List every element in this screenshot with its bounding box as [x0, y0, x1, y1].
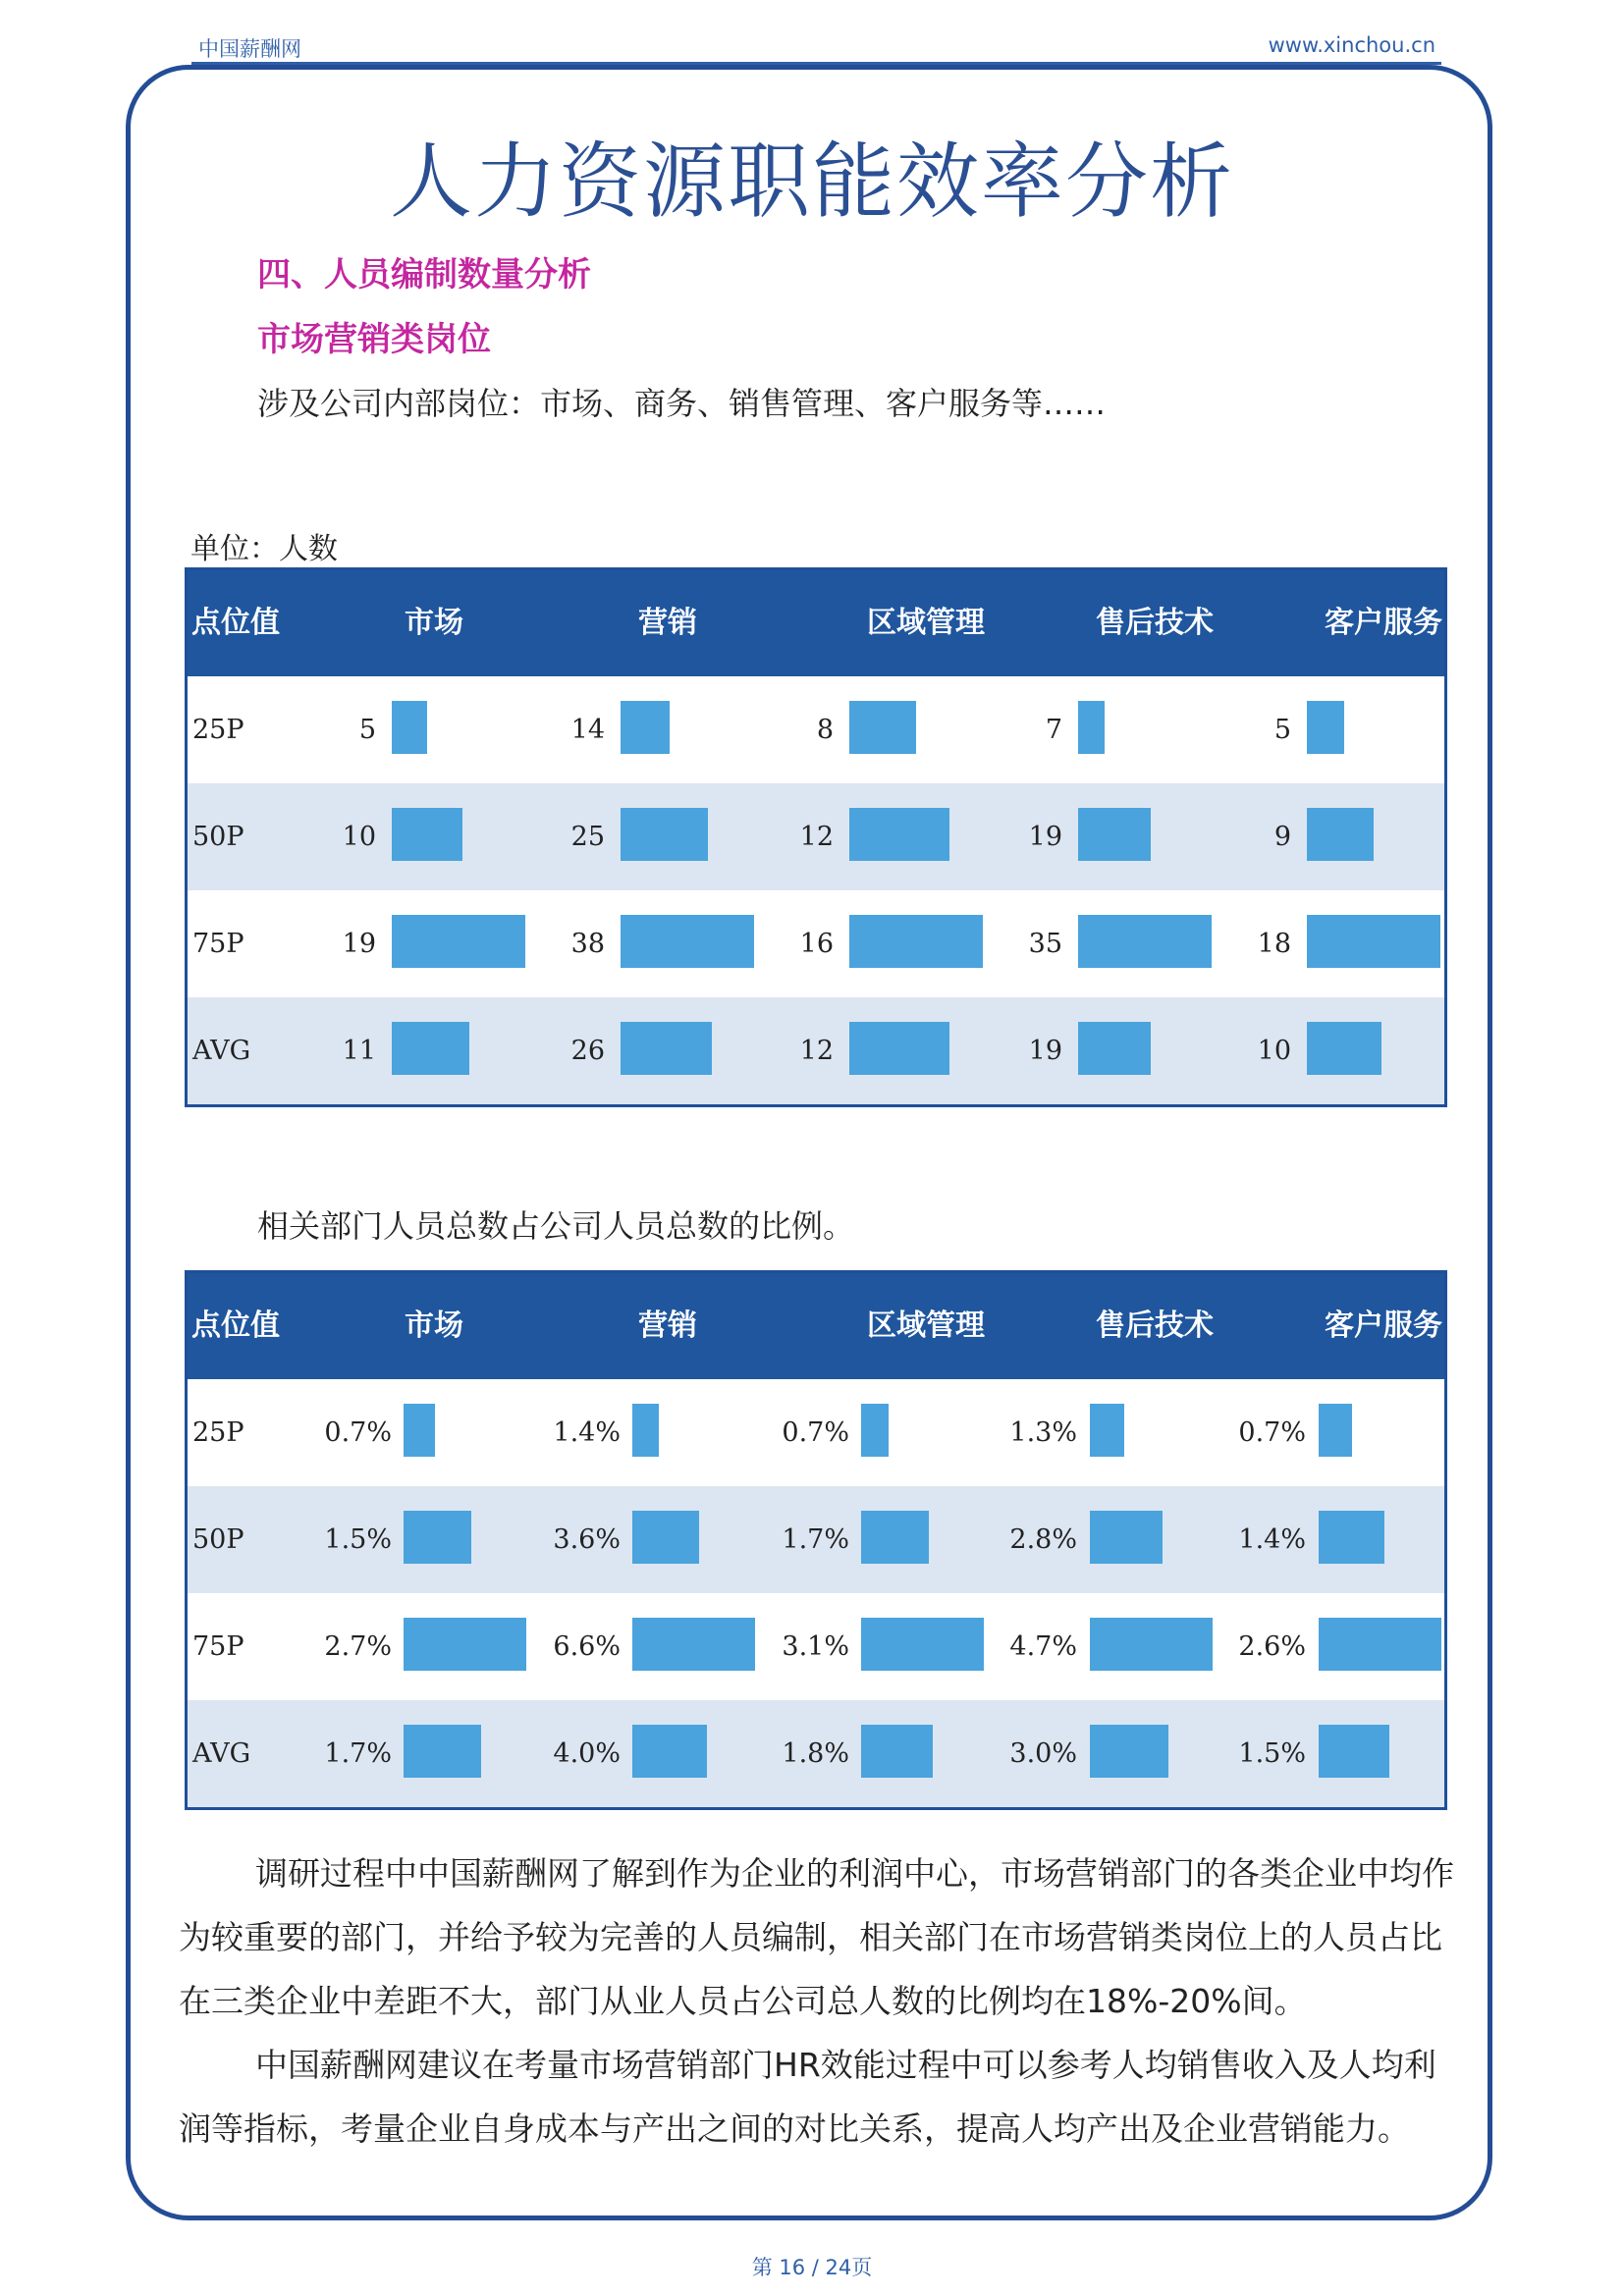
ratio-table — [185, 1270, 1447, 1810]
row-label: 75P — [192, 1631, 244, 1662]
cell-value: 1.4% — [553, 1417, 621, 1448]
data-bar — [1078, 1022, 1151, 1075]
cell-value: 35 — [1028, 929, 1062, 959]
data-bar — [404, 1511, 471, 1564]
data-bar — [621, 808, 708, 861]
cell-value: 1.3% — [1009, 1417, 1077, 1448]
table-row — [188, 997, 1444, 1104]
data-bar — [1090, 1404, 1124, 1457]
cell-value: 19 — [342, 929, 376, 959]
row-label: 25P — [192, 715, 244, 745]
data-bar — [1307, 1022, 1381, 1075]
row-label: 75P — [192, 929, 244, 959]
cell-value: 1.5% — [1238, 1738, 1306, 1769]
cell-value: 3.0% — [1009, 1738, 1077, 1769]
column-header: 营销 — [638, 606, 697, 640]
ratio-caption: 相关部门人员总数占公司人员总数的比例。 — [257, 1207, 855, 1245]
data-bar — [632, 1725, 707, 1778]
data-bar — [632, 1511, 699, 1564]
column-header: 客户服务 — [1325, 1308, 1442, 1343]
table-row — [188, 1486, 1444, 1593]
data-bar — [849, 808, 949, 861]
data-bar — [1319, 1511, 1384, 1564]
data-bar — [1319, 1618, 1441, 1671]
column-header: 市场 — [405, 606, 463, 640]
table-row — [188, 1379, 1444, 1486]
data-bar — [1078, 808, 1151, 861]
column-header: 售后技术 — [1096, 1308, 1214, 1343]
cell-value: 25 — [570, 822, 605, 852]
paragraph-2: 中国薪酬网建议在考量市场营销部门HR效能过程中可以参考人均销售收入及人均利润等指标，考量企业自身成本与产出之间的对比关系，提高人均产出及企业营销能力。 — [179, 2046, 1436, 2148]
column-header: 客户服务 — [1325, 606, 1442, 640]
header-site-name: 中国薪酬网 — [198, 37, 301, 61]
cell-value: 1.7% — [324, 1738, 392, 1769]
data-bar — [861, 1725, 933, 1778]
cell-value: 1.7% — [782, 1524, 849, 1555]
column-header: 点位值 — [191, 1308, 280, 1343]
data-bar — [404, 1725, 481, 1778]
cell-value: 10 — [342, 822, 376, 852]
section-heading: 四、人员编制数量分析 — [257, 255, 591, 294]
paragraph-1: 调研过程中中国薪酬网了解到作为企业的利润中心，市场营销部门的各类企业中均作为较重要的部门，并给予较为完善的人员编制，相关部门在市场营销类岗位上的人员占比在三类企业中差距不大，部门从业人员占公司总人数的比例均在18%-20%间。 — [179, 1854, 1454, 2020]
cell-value: 1.8% — [782, 1738, 849, 1769]
cell-value: 4.7% — [1009, 1631, 1077, 1662]
data-bar — [392, 701, 427, 754]
analysis-text — [179, 1842, 1465, 2161]
data-bar — [1307, 808, 1374, 861]
cell-value: 1.5% — [324, 1524, 392, 1555]
data-bar — [1307, 701, 1344, 754]
cell-value: 12 — [799, 822, 834, 852]
data-bar — [1078, 701, 1105, 754]
cell-value: 12 — [799, 1036, 834, 1066]
data-bar — [621, 701, 670, 754]
data-bar — [849, 1022, 949, 1075]
data-bar — [392, 1022, 469, 1075]
header-url[interactable]: www.xinchou.cn — [1268, 33, 1435, 57]
unit-label: 单位：人数 — [190, 532, 338, 566]
data-bar — [632, 1404, 659, 1457]
data-bar — [392, 808, 462, 861]
cell-value: 2.8% — [1009, 1524, 1077, 1555]
column-header: 区域管理 — [867, 1308, 985, 1343]
data-bar — [404, 1404, 435, 1457]
cell-value: 16 — [799, 929, 834, 959]
sub-heading: 市场营销类岗位 — [257, 320, 491, 359]
cell-value: 1.4% — [1238, 1524, 1306, 1555]
cell-value: 3.6% — [553, 1524, 621, 1555]
cell-value: 0.7% — [1238, 1417, 1306, 1448]
cell-value: 14 — [570, 715, 605, 745]
data-bar — [1090, 1725, 1168, 1778]
column-header: 点位值 — [191, 606, 280, 640]
cell-value: 9 — [1273, 822, 1291, 852]
row-label: 50P — [192, 822, 244, 852]
page-title: 人力资源职能效率分析 — [389, 133, 1234, 230]
row-label: AVG — [192, 1036, 251, 1066]
table-row — [188, 1593, 1444, 1700]
cell-value: 0.7% — [324, 1417, 392, 1448]
cell-value: 7 — [1045, 715, 1062, 745]
data-bar — [621, 1022, 712, 1075]
data-bar — [1090, 1511, 1163, 1564]
row-label: 25P — [192, 1417, 244, 1448]
cell-value: 10 — [1257, 1036, 1291, 1066]
table-row — [188, 890, 1444, 997]
table-row — [188, 1700, 1444, 1807]
cell-value: 19 — [1028, 822, 1062, 852]
data-bar — [861, 1404, 889, 1457]
cell-value: 2.7% — [324, 1631, 392, 1662]
cell-value: 4.0% — [553, 1738, 621, 1769]
cell-value: 19 — [1028, 1036, 1062, 1066]
headcount-table — [185, 567, 1447, 1107]
cell-value: 8 — [816, 715, 834, 745]
cell-value: 3.1% — [782, 1631, 849, 1662]
cell-value: 18 — [1257, 929, 1291, 959]
cell-value: 5 — [1273, 715, 1291, 745]
cell-value: 6.6% — [553, 1631, 621, 1662]
cell-value: 11 — [342, 1036, 376, 1066]
page-number: 第 16 / 24页 — [751, 2256, 873, 2279]
data-bar — [861, 1511, 929, 1564]
data-bar — [1319, 1404, 1352, 1457]
column-header: 售后技术 — [1096, 606, 1214, 640]
table-header — [188, 570, 1444, 676]
column-header: 市场 — [405, 1308, 463, 1343]
data-bar — [1319, 1725, 1389, 1778]
cell-value: 5 — [358, 715, 376, 745]
data-bar — [1307, 915, 1440, 968]
row-label: AVG — [192, 1738, 251, 1769]
table-row — [188, 676, 1444, 783]
table-header — [188, 1273, 1444, 1379]
row-label: 50P — [192, 1524, 244, 1555]
data-bar — [849, 701, 916, 754]
cell-value: 26 — [570, 1036, 605, 1066]
column-header: 营销 — [638, 1308, 697, 1343]
cell-value: 38 — [570, 929, 605, 959]
cell-value: 2.6% — [1238, 1631, 1306, 1662]
intro-text: 涉及公司内部岗位：市场、商务、销售管理、客户服务等…… — [257, 385, 1107, 422]
column-header: 区域管理 — [867, 606, 985, 640]
cell-value: 0.7% — [782, 1417, 849, 1448]
table-row — [188, 783, 1444, 890]
